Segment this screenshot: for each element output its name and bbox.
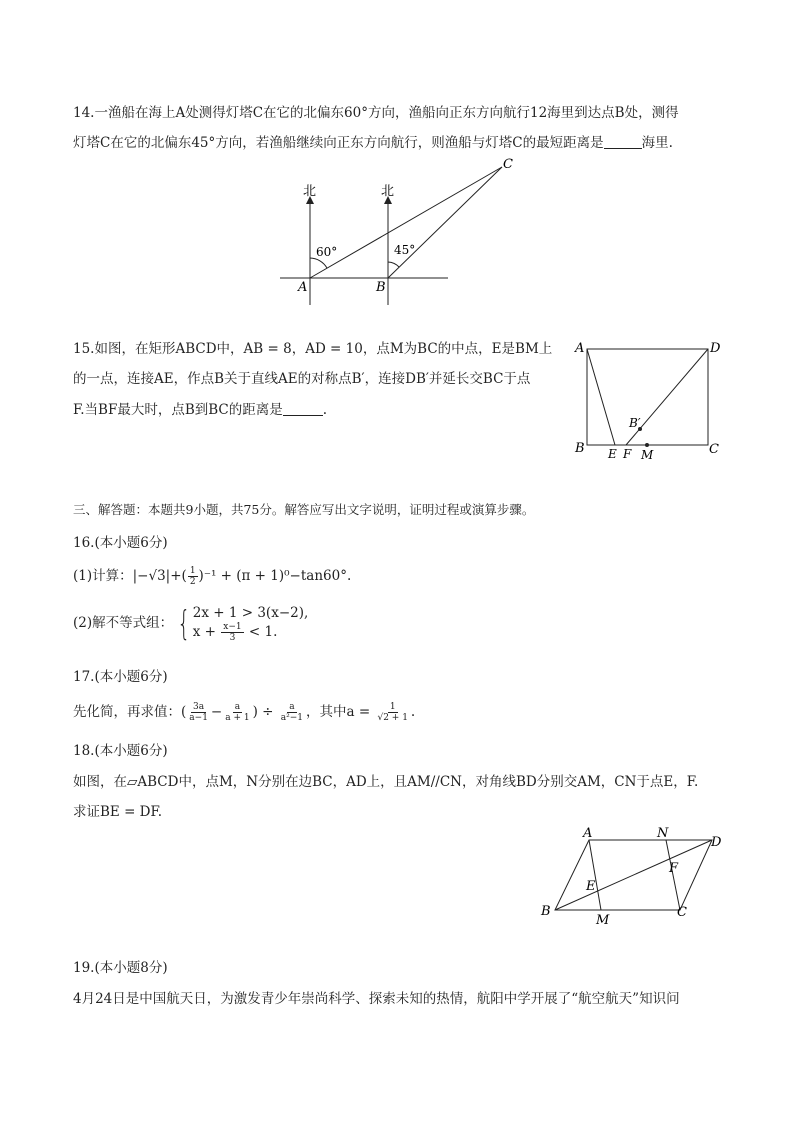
q14-label-a: A bbox=[298, 280, 308, 295]
q16-inequality-2: x + $\frac{x-1}{3}$ < 1. bbox=[192, 622, 278, 643]
q14-line2-end: 海里. bbox=[641, 135, 673, 151]
q16-inequality-system bbox=[193, 604, 309, 643]
q15-label-f: F bbox=[623, 447, 632, 461]
q14-figure bbox=[270, 150, 530, 310]
q14-arc-b bbox=[388, 262, 399, 267]
q18-label-d: D bbox=[711, 835, 722, 850]
q15-label-a: A bbox=[575, 341, 585, 356]
q17-minus: − bbox=[210, 704, 223, 720]
q16-fraction-half: $\frac{1}{2}$ bbox=[189, 566, 196, 587]
q15-line-ae bbox=[587, 349, 615, 445]
q17-text-b: ) ÷ bbox=[252, 704, 278, 720]
q15-line3 bbox=[73, 400, 327, 420]
q17-fraction-1: $\frac{3a}{a-1}$ bbox=[189, 702, 208, 723]
q15-line2: 的一点，连接AE，作点B关于直线AE的对称点B′，连接DB′并延长交BC于点 bbox=[73, 371, 531, 387]
q17-expression bbox=[73, 702, 415, 723]
q18-figure bbox=[535, 820, 735, 930]
q19-title: 19.(本小题8分) bbox=[73, 960, 168, 976]
q14-label-north-a: 北 bbox=[303, 184, 317, 199]
q16-title: 16.(本小题6分) bbox=[73, 535, 168, 551]
q17-title: 17.(本小题6分) bbox=[73, 669, 168, 685]
q15-line3-text: F.当BF最大时，点B到BC的距离是 bbox=[73, 402, 283, 418]
q16-part1-text-b: )⁻¹ + (π + 1)⁰−tan60°. bbox=[198, 568, 352, 584]
q18-line1: 如图，在▱ABCD中，点M，N分别在边BC，AD上，且AM//CN，对角线BD分别交AM，CN于点E，F. bbox=[73, 774, 699, 790]
q18-title: 18.(本小题6分) bbox=[73, 743, 168, 759]
q16-part1-text-a: (1)计算：|−√3|+( bbox=[73, 568, 187, 584]
q14-label-c: C bbox=[503, 157, 513, 172]
q15-label-d: D bbox=[710, 341, 721, 356]
q15-label-c: C bbox=[709, 442, 719, 457]
q18-label-a: A bbox=[583, 826, 593, 841]
q15-figure bbox=[570, 336, 730, 466]
q16-part2-label: (2)解不等式组： bbox=[73, 615, 174, 631]
q15-point-m bbox=[645, 443, 649, 447]
q16-part1 bbox=[73, 566, 351, 587]
q14-line2-text: 灯塔C在它的北偏东45°方向，若渔船继续向正东方向航行，则渔船与灯塔C的最短距离是 bbox=[73, 135, 604, 151]
q15-label-e: E bbox=[608, 447, 617, 461]
q15-answer-blank bbox=[283, 401, 323, 416]
q14-line-ac bbox=[310, 167, 502, 278]
q14-label-angle-a: 60° bbox=[316, 245, 338, 259]
q18-diagonal-bd bbox=[555, 840, 712, 910]
q18-label-c: C bbox=[677, 905, 687, 920]
q18-label-f: F bbox=[669, 861, 679, 876]
q15-label-bprime: B′ bbox=[629, 416, 641, 430]
q14-answer-blank bbox=[604, 134, 642, 149]
q18-label-b: B bbox=[541, 904, 551, 919]
q18-label-n: N bbox=[657, 826, 669, 841]
q15-label-b: B bbox=[575, 441, 585, 456]
q14-label-angle-b: 45° bbox=[394, 243, 416, 257]
q17-text-d: . bbox=[410, 704, 416, 720]
q17-text-a: 先化简，再求值：( bbox=[73, 704, 187, 720]
q18-line-am bbox=[589, 840, 601, 910]
q14-label-north-b: 北 bbox=[381, 184, 395, 199]
q18-label-m: M bbox=[596, 913, 610, 928]
q18-line2: 求证BE = DF. bbox=[73, 804, 163, 820]
q16-part2 bbox=[73, 604, 308, 643]
q17-fraction-3: $\frac{a}{\text{a²−1}}$ bbox=[280, 702, 304, 723]
q15-line1: 15.如图，在矩形ABCD中，AB = 8，AD = 10，点M为BC的中点，E是BM上 bbox=[73, 341, 553, 357]
q18-label-e: E bbox=[586, 879, 596, 894]
q19-line1: 4月24日是中国航天日，为激发青少年崇尚科学、探索未知的热情，航阳中学开展了“航空航天”知识问 bbox=[73, 991, 680, 1007]
q15-line3-end: . bbox=[322, 402, 328, 418]
q15-rectangle bbox=[587, 349, 708, 445]
q17-text-c: ，其中a = bbox=[306, 704, 375, 720]
q16-inequality-1: 2x + 1 > 3(x−2), bbox=[192, 605, 309, 621]
q16-brace: { bbox=[177, 603, 191, 644]
q15-label-m: M bbox=[641, 448, 654, 462]
q14-line1: 14.一渔船在海上A处测得灯塔C在它的北偏东60°方向，渔船向正东方向航行12海里到达点B处，测得 bbox=[73, 105, 679, 121]
q17-fraction-2: $\frac{a}{a + 1}$ bbox=[225, 702, 250, 723]
q15-line-df bbox=[626, 349, 708, 445]
section3-header: 三、解答题：本题共9小题，共75分。解答应写出文字说明，证明过程或演算步骤。 bbox=[73, 502, 535, 517]
q14-arc-a bbox=[310, 258, 327, 268]
q14-label-b: B bbox=[376, 280, 386, 295]
q17-fraction-4: $\frac{1}{√2 + 1}$ bbox=[377, 702, 408, 723]
